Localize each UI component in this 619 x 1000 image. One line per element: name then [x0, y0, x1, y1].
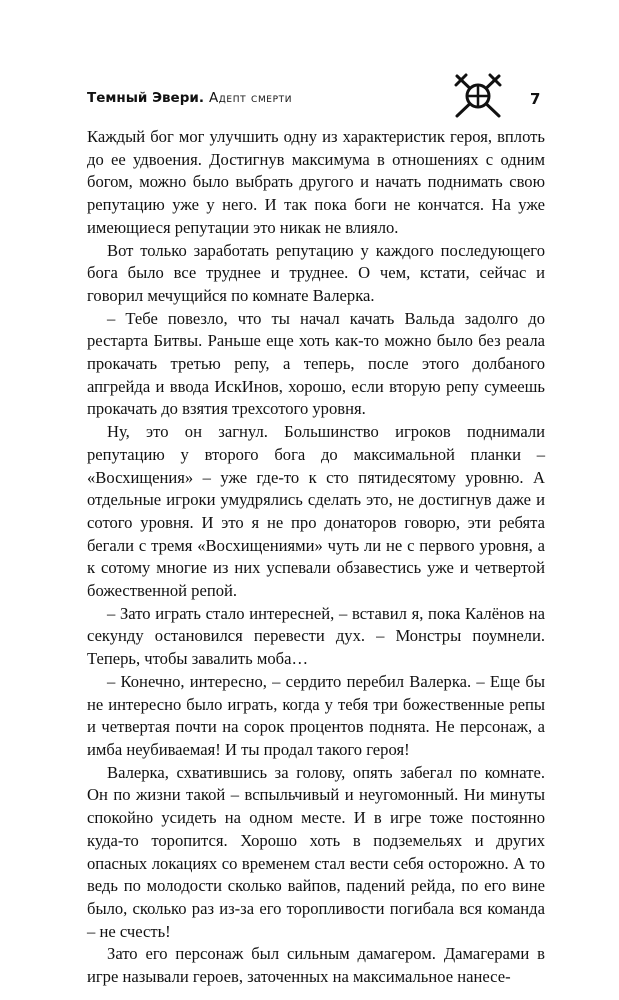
- paragraph: – Зато играть стало интересней, – вставил я, пока Калёнов на секунду остановился перевести дух. – Монстры поумнели. Теперь, чтобы завалить моба…: [87, 603, 545, 669]
- paragraph: – Тебе повезло, что ты начал качать Вальда задолго до рестарта Битвы. Раньше еще хоть как-то можно было без реала прокачать третью репу, а теперь, после этого долбаного апгрейда и ввода ИскИнов, хорошо, если вторую репу сумеешь прокачать до взятия трехсотого уровня.: [87, 308, 545, 419]
- crossed-swords-shield-icon: [452, 73, 504, 119]
- paragraph: Зато его персонаж был сильным дамагером. Дамагерами в игре называли героев, заточенных на максимальное нанесе-: [87, 944, 545, 987]
- paragraph: Каждый бог мог улучшить одну из характеристик героя, вплоть до ее удвоения. Достигнув максимума в отношениях с одним богом, можно было выбрать другого и начать поднимать свою репутацию уже у него. И так пока боги не кончатся. На уже имеющиеся репутации это никак не влияло.: [87, 127, 545, 237]
- paragraph: – Конечно, интересно, – сердито перебил Валерка. – Еще бы не интересно было играть, когда у тебя три божественные репы и четвертая почти на сорок процентов поднята. Не персонаж, а имба неубиваемая! И ты продал такого героя!: [87, 671, 545, 759]
- paragraph: Валерка, схватившись за голову, опять забегал по комнате. Он по жизни такой – вспыльчивый и неугомонный. Ни минуты спокойно усидеть на одном месте. И в игре тоже постоянно куда-то торопится. Хорошо хоть в подземельях и других опасных локациях со временем стал вести себя осторожно. А то ведь по молодости сколько вайпов, падений рейда, по его вине было, сколько раз из-за его торопливости погибала вся команда – не счесть!: [87, 762, 545, 941]
- running-header: [87, 90, 292, 106]
- body-text: [87, 126, 545, 989]
- paragraph: Вот только заработать репутацию у каждого последующего бога было все труднее и труднее. О чем, кстати, сейчас и говорил мечущийся по комнате Валерка.: [87, 240, 545, 305]
- header-book-title: Адепт смерти: [208, 90, 293, 106]
- header-author: Темный Эвери.: [87, 90, 204, 106]
- page-number: 7: [530, 90, 541, 108]
- paragraph: Ну, это он загнул. Большинство игроков поднимали репутацию у второго бога до максимальной планки – «Восхищения» – уже где-то к сто пятидесятому уровню. А отдельные игроки умудрялись сделать это, не достигнув даже и сотого уровня. И это я не про донаторов говорю, эти ребята бегали с тремя «Восхищениями» чуть ли не с первого уровня, а к сотому многие из них успевали обзавестись уже и четвертой божественной репой.: [87, 422, 545, 601]
